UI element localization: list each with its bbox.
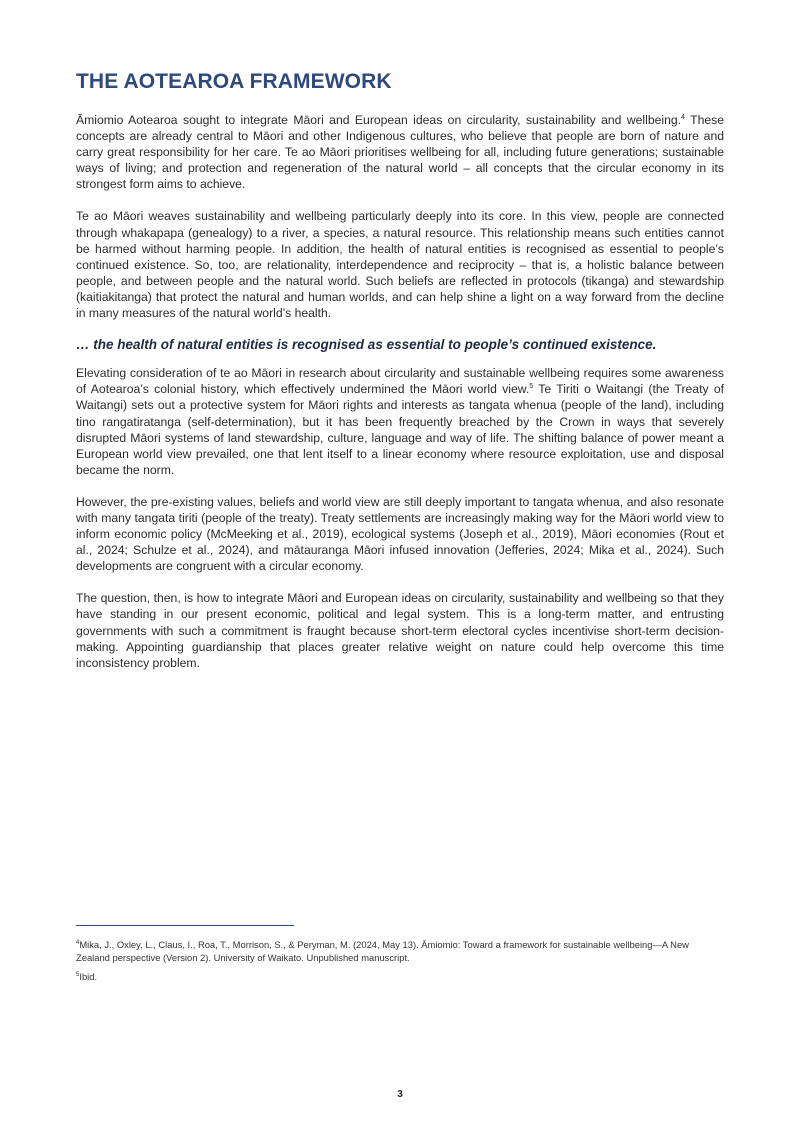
body-text xyxy=(76,112,724,687)
footnote-text: Ibid. xyxy=(79,971,98,982)
footnote-4 xyxy=(76,938,724,964)
paragraph-1 xyxy=(76,112,724,192)
paragraph-5: The question, then, is how to integrate Māori and European ideas on circularity, sustainability and wellbeing so that they have standing in our present economic, political and legal system. This is a long-term matter, and entrusting governments with such a commitment is fraught because short-term electoral cycles incentivise short-term decision-making. Appointing guardianship that places greater relative weight on nature could help overcome this time inconsistency problem. xyxy=(76,591,724,670)
paragraph-1-text-continued: These concepts are already central to Māori and other Indigenous cultures, who believe that people are born of nature and carry great responsibility for her care. Te ao Māori prioritises wellbeing for all, including future generations; sustainable ways of living; and protection and regeneration of the natural world – all concepts that the circular economy in its strongest form aims to achieve. xyxy=(76,113,724,192)
paragraph-1-text: Āmiomio Aotearoa sought to integrate Māori and European ideas on circularity, sustainability and wellbeing. xyxy=(76,113,682,127)
paragraph-3 xyxy=(76,365,724,478)
footnote-ref-4[interactable]: 4 xyxy=(681,113,685,121)
paragraph-3-text: Elevating consideration of te ao Māori in research about circularity and sustainable wellbeing requires some awareness of Aotearoa’s colonial history, which effectively undermined the Māori world view. xyxy=(76,366,724,397)
footnote-divider xyxy=(76,925,294,926)
paragraph-2: Te ao Māori weaves sustainability and wellbeing particularly deeply into its core. In this view, people are connected through whakapapa (genealogy) to a river, a species, a natural resource. This relationship means such entities cannot be harmed without harming people. In addition, the health of natural entities is recognised as essential to people’s continued existence. So, too, are relationality, interdependence and reciprocity – that is, a holistic balance between people, and between people and the natural world. Such beliefs are reflected in protocols (tikanga) and stewardship (kaitiakitanga) that protect the natural and human worlds, and can help shine a light on a way forward from the decline in many measures of the natural world’s health. xyxy=(76,209,724,321)
footnote-ref-5[interactable]: 5 xyxy=(529,383,534,391)
footnote-5 xyxy=(76,970,724,983)
page-title: THE AOTEAROA FRAMEWORK xyxy=(76,70,392,93)
footnote-marker: 5 xyxy=(76,971,80,978)
footnote-marker: 4 xyxy=(76,939,80,946)
footnotes xyxy=(76,938,724,989)
paragraph-4: However, the pre-existing values, beliefs and world view are still deeply important to tangata whenua, and also resonate with many tangata tiriti (people of the treaty). Treaty settlements are increasingly making way for the Māori world view to inform economic policy (McMeeking et al., 2019), ecological systems (Joseph et al., 2019), Māori economies (Rout et al., 2024; Schulze et al., 2024), and mātauranga Māori infused innovation (Jefferies, 2024; Mika et al., 2024). Such developments are congruent with a circular economy. xyxy=(76,494,724,574)
footnote-text: Mika, J., Oxley, L., Claus, I., Roa, T., Morrison, S., & Peryman, M. (2024, May 13). Āmiomio: Toward a framework for sustainable wellbeing—A New Zealand perspective (Version 2). University of Waikato. Unpublished manuscript. xyxy=(76,939,689,963)
page-number: 3 xyxy=(397,1089,403,1100)
pull-quote: … the health of natural entities is recognised as essential to people’s continued existence. xyxy=(76,337,657,353)
paragraph-3-text-continued: Te Tiriti o Waitangi (the Treaty of Waitangi) sets out a protective system for Māori rights and interests as tangata whenua (people of the land), including tino rangatiratanga (self-determination), but it has been frequently breached by the Crown in ways that severely disrupted Māori systems of land stewardship, culture, language and way of life. The shifting balance of power meant a European world view prevailed, one that lent itself to a linear economy where resource exploitation, use and disposal became the norm. xyxy=(76,382,725,477)
